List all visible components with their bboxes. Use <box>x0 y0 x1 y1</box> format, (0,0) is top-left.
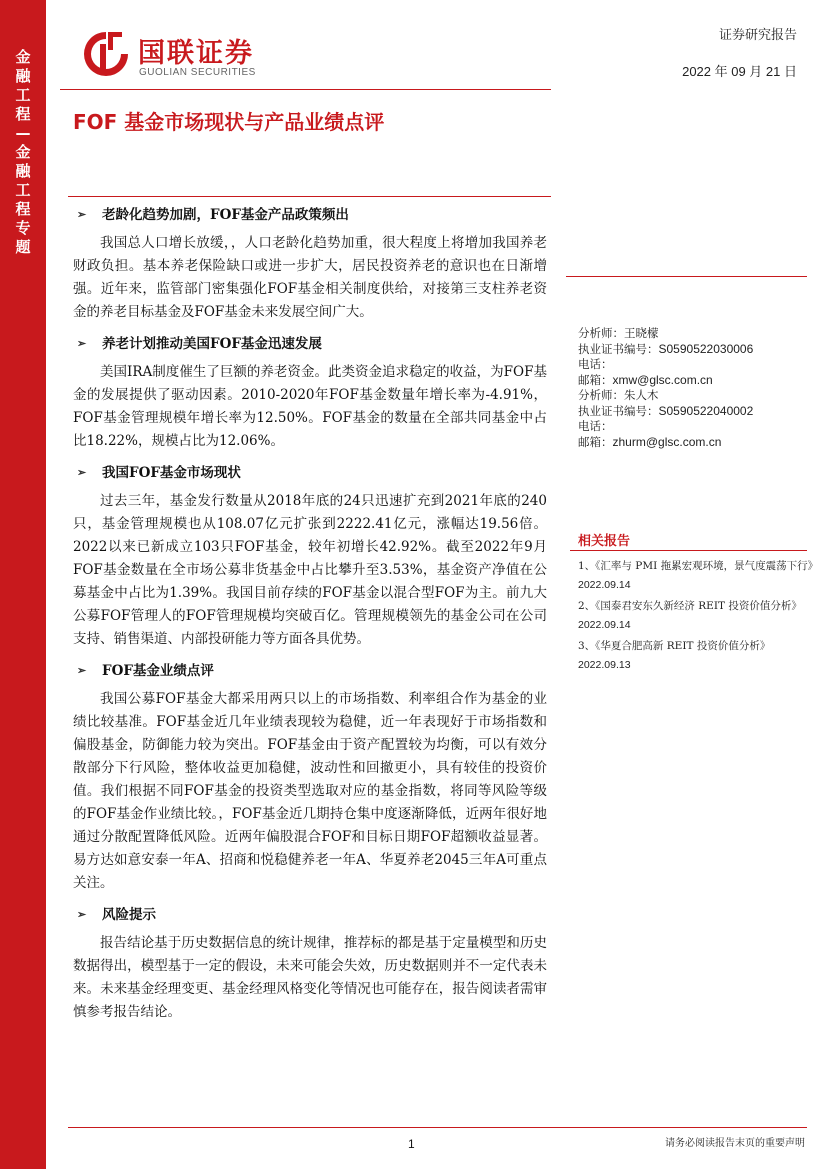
report-date: 2022 年 09 月 21 日 <box>682 64 797 79</box>
related-report-title[interactable]: 1、《汇率与 PMI 拖累宏观环境，景气度震荡下行》 <box>578 560 819 572</box>
side-banner-label: 金融工程—金融工程专题 <box>15 48 31 256</box>
cert-number: S0590522030006 <box>658 341 754 356</box>
related-divider <box>570 550 807 551</box>
report-type: 证券研究报告 <box>718 28 797 43</box>
arrow-bullet-icon: ➢ <box>77 908 87 921</box>
section-heading-text: 风险提示 <box>102 907 156 923</box>
analyst-info <box>578 326 753 450</box>
analyst-name: 分析师：朱人木 <box>578 388 659 402</box>
header-divider <box>60 89 551 90</box>
cert-label: 执业证书编号： <box>578 341 659 356</box>
logo-mark-icon <box>82 29 130 79</box>
email-label: 邮箱： <box>578 372 613 387</box>
email-address[interactable]: xmw@glsc.com.cn <box>612 372 713 387</box>
section-heading <box>73 204 547 226</box>
section-heading-text: 我国FOF基金市场现状 <box>102 465 241 481</box>
section-heading <box>73 462 547 484</box>
related-report-title[interactable]: 3、《华夏合肥高新 REIT 投资价值分析》 <box>578 640 771 652</box>
logo-text-en: GUOLIAN SECURITIES <box>139 67 256 78</box>
section-heading-text: 养老计划推动美国FOF基金迅速发展 <box>102 336 322 352</box>
arrow-bullet-icon: ➢ <box>77 337 87 350</box>
related-report-date: 2022.09.14 <box>578 619 631 631</box>
related-report-date: 2022.09.14 <box>578 579 631 591</box>
content-divider <box>68 196 551 197</box>
analyst-name: 分析师：王晓檬 <box>578 326 659 340</box>
side-banner <box>0 0 46 1169</box>
section-body: 我国公募FOF基金大都采用两只以上的市场指数、利率组合作为基金的业绩比较基准。FOF基金近几年业绩表现较为稳健，近一年表现好于市场指数和偏股基金，防御能力较为突出。FOF基金由于资产配置较为均衡，可以有效分散部分下行风险，整体收益更加稳健，波动性和回撤更小，具有较佳的投资价值。我们根据不同FOF基金的投资类型选取对应的基金指数，将同等风险等级的FOF基金作业绩比较。，FOF基金近几期持仓集中度逐渐降低，近两年很好地通过分散配置降低风险。近两年偏股混合FOF和目标日期FOF超额收益显著。易方达如意安泰一年A、招商和悦稳健养老一年A、华夏养老2045三年A可重点关注。 <box>73 691 547 891</box>
arrow-bullet-icon: ➢ <box>77 664 87 677</box>
section-body: 美国IRA制度催生了巨额的养老资金。此类资金追求稳定的收益，为FOF基金的发展提供了驱动因素。2010-2020年FOF基金数量年增长率为-4.91%，FOF基金管理规模年增长率为12.50%。FOF基金的数量在全部共同基金中占比18.22%，规模占比为12.06%。 <box>73 364 547 449</box>
footer-divider <box>68 1127 807 1128</box>
section-body: 报告结论基于历史数据信息的统计规律，推荐标的都是基于定量模型和历史数据得出，模型基于一定的假设，未来可能会失效，历史数据则并不一定代表未来。未来基金经理变更、基金经理风格变化等情况也可能存在，报告阅读者需审慎参考报告结论。 <box>73 935 547 1020</box>
analyst-phone: 电话： <box>578 357 613 371</box>
analyst-email <box>578 435 753 451</box>
section-heading <box>73 904 547 926</box>
related-report-item[interactable] <box>578 637 808 675</box>
analyst-email <box>578 373 753 389</box>
section-heading-text: 老龄化趋势加剧，FOF基金产品政策频出 <box>102 207 349 223</box>
analyst-phone: 电话： <box>578 419 613 433</box>
disclaimer-note: 请务必阅读报告末页的重要声明 <box>665 1138 805 1149</box>
cert-number: S0590522040002 <box>658 403 754 418</box>
arrow-bullet-icon: ➢ <box>77 208 87 221</box>
related-report-date: 2022.09.13 <box>578 659 631 671</box>
page-title: FOF 基金市场现状与产品业绩点评 <box>73 110 385 134</box>
related-report-title[interactable]: 2、《国泰君安东久新经济 REIT 投资价值分析》 <box>578 600 802 612</box>
page-number: 1 <box>408 1137 415 1151</box>
section-heading <box>73 333 547 355</box>
related-reports-title: 相关报告 <box>578 534 631 549</box>
logo-text-cn: 国联证券 <box>138 38 254 69</box>
related-reports-list <box>578 557 819 677</box>
cert-label: 执业证书编号： <box>578 403 659 418</box>
section-heading-text: FOF基金业绩点评 <box>102 663 214 679</box>
side-column-divider <box>566 276 807 277</box>
analyst-cert <box>578 404 753 420</box>
summary-content <box>73 202 547 1033</box>
related-report-item[interactable] <box>578 597 808 635</box>
company-logo <box>82 27 312 83</box>
email-address[interactable]: zhurm@glsc.com.cn <box>612 434 722 449</box>
section-body: 过去三年，基金发行数量从2018年底的24只迅速扩充到2021年底的240只，基金管理规模也从108.07亿元扩张到2222.41亿元，涨幅达19.56倍。2022以来已新成立103只FOF基金，较年初增长42.92%。截至2022年9月FOF基金数量在全市场公募非货基金中占比攀升至3.53%，基金资产净值在公募基金中占比为1.39%。我国目前存续的FOF基金以混合型FOF为主。前九大公募FOF管理人的FOF管理规模均突破百亿。管理规模领先的基金公司在公司支持、销售渠道、内部投研能力等方面各具优势。 <box>73 493 547 647</box>
analyst-cert <box>578 342 753 358</box>
email-label: 邮箱： <box>578 434 613 449</box>
related-report-item[interactable] <box>578 557 819 595</box>
section-heading <box>73 660 547 682</box>
arrow-bullet-icon: ➢ <box>77 466 87 479</box>
section-body: 我国总人口增长放缓，，人口老龄化趋势加重，很大程度上将增加我国养老财政负担。基本养老保险缺口或进一步扩大，居民投资养老的意识也在日渐增强。近年来，监管部门密集强化FOF基金相关制度供给，对接第三支柱养老资金的养老目标基金及FOF基金未来发展空间广大。 <box>73 235 547 320</box>
